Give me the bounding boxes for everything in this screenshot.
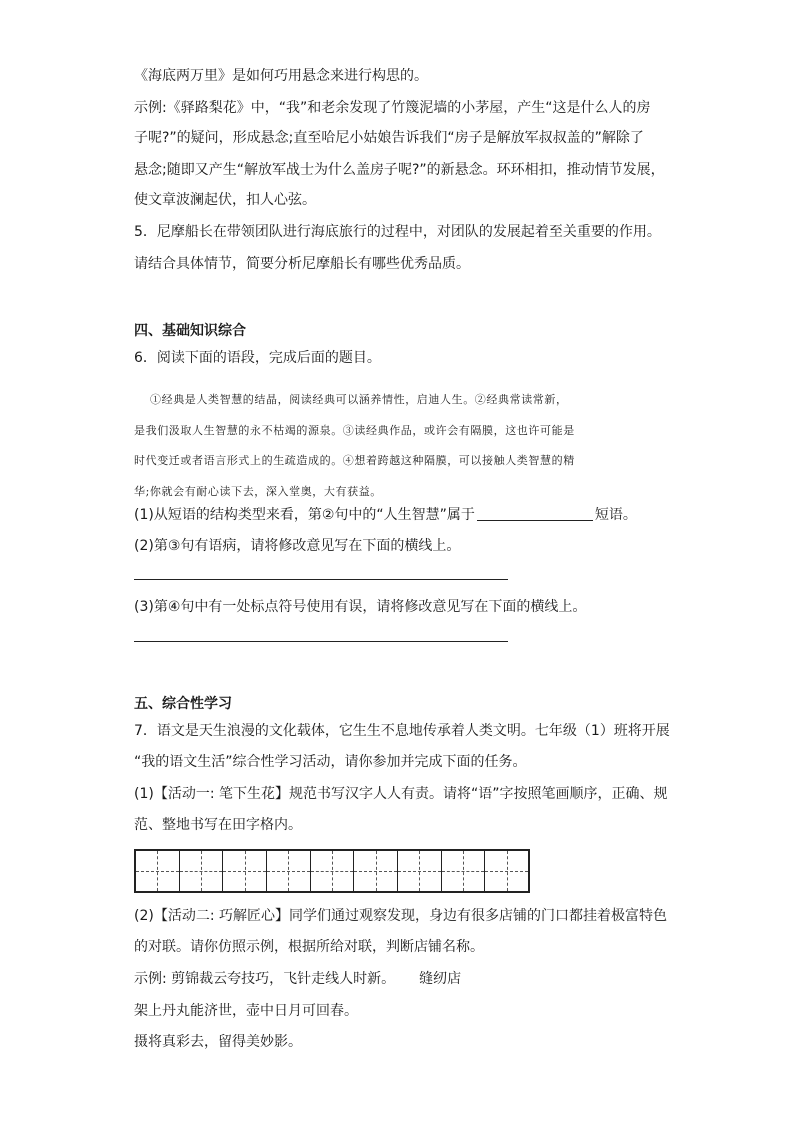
grid-cell[interactable] <box>311 851 355 891</box>
grid-cell[interactable] <box>398 851 442 891</box>
fill-in-blank[interactable] <box>477 506 593 521</box>
grid-cell[interactable] <box>354 851 398 891</box>
sub-question-1-suffix: 短语。 <box>594 507 637 523</box>
question-5-text: 请结合具体情节，简要分析尼摩船长有哪些优秀品质。 <box>134 256 470 272</box>
activity-2-text: 的对联。请你仿照示例，根据所给对联，判断店铺名称。 <box>134 939 484 955</box>
tianzige-grid[interactable] <box>134 849 530 893</box>
passage-line: 是我们汲取人生智慧的永不枯竭的源泉。③读经典作品，或许会有隔膜，这也许可能是 <box>134 424 575 437</box>
example-shop-name: 缝纫店 <box>419 971 462 987</box>
passage-line: ①经典是人类智慧的结晶，阅读经典可以涵养情性，启迪人生。②经典常读常新， <box>150 393 568 406</box>
sub-question-1 <box>134 505 637 525</box>
answer-line[interactable] <box>134 641 508 642</box>
example-text: 悬念;随即又产生“解放军战士为什么盖房子呢?”的新悬念。环环相扣，推动情节发展， <box>134 162 665 178</box>
section-heading: 五、综合性学习 <box>134 696 232 712</box>
answer-line[interactable] <box>134 579 508 580</box>
example-text: 使文章波澜起伏，扣人心弦。 <box>134 192 316 208</box>
couplet-2: 摄将真彩去，留得美妙影。 <box>134 1034 302 1050</box>
grid-cell[interactable] <box>485 851 528 891</box>
activity-2-text: (2)【活动二: 巧解匠心】同学们通过观察发现，身边有很多店铺的门口都挂着极富特色 <box>134 908 667 924</box>
passage-line: 时代变迁或者语言形式上的生疏造成的。④想着跨越这种隔膜，可以接触人类智慧的精 <box>134 454 575 467</box>
example-text: 子呢?”的疑问，形成悬念;直至哈尼小姑娘告诉我们“房子是解放军叔叔盖的”解除了 <box>134 130 644 146</box>
sub-question-3: (3)第④句中有一处标点符号使用有误，请将修改意见写在下面的横线上。 <box>134 599 587 615</box>
question-text: 《海底两万里》是如何巧用悬念来进行构思的。 <box>134 68 428 84</box>
question-7-text: “我的语文生活”综合性学习活动，请你参加并完成下面的任务。 <box>134 754 527 770</box>
grid-cell[interactable] <box>180 851 224 891</box>
example-text: 示例:《驿路梨花》中，“我”和老余发现了竹篾泥墙的小茅屋，产生“这是什么人的房 <box>134 100 651 116</box>
example-couplet: 示例: 剪锦裁云夸技巧，飞针走线人时新。 <box>134 971 396 987</box>
activity-1-text: 范、整地书写在田字格内。 <box>134 817 302 833</box>
grid-cell[interactable] <box>136 851 180 891</box>
grid-cell[interactable] <box>223 851 267 891</box>
question-5-text: 5．尼摩船长在带领团队进行海底旅行的过程中，对团队的发展起着至关重要的作用。 <box>134 224 661 240</box>
couplet-1: 架上丹丸能济世，壶中日月可回春。 <box>134 1003 358 1019</box>
question-7-text: 7．语文是天生浪漫的文化载体，它生生不息地传承着人类文明。七年级（1）班将开展 <box>134 723 670 739</box>
question-6-prompt: 6．阅读下面的语段，完成后面的题目。 <box>134 350 381 366</box>
passage-line: 华;你就会有耐心读下去，深入堂奥，大有获益。 <box>134 485 382 498</box>
sub-question-1-text: (1)从短语的结构类型来看，第②句中的“人生智慧”属于 <box>134 507 475 523</box>
activity-1-text: (1)【活动一: 笔下生花】规范书写汉字人人有责。请将“语”字按照笔画顺序，正确、规 <box>134 786 668 802</box>
sub-question-2: (2)第③句有语病，请将修改意见写在下面的横线上。 <box>134 538 461 554</box>
section-heading: 四、基础知识综合 <box>134 323 246 339</box>
grid-cell[interactable] <box>442 851 486 891</box>
grid-cell[interactable] <box>267 851 311 891</box>
example-couplet-line <box>134 969 461 989</box>
